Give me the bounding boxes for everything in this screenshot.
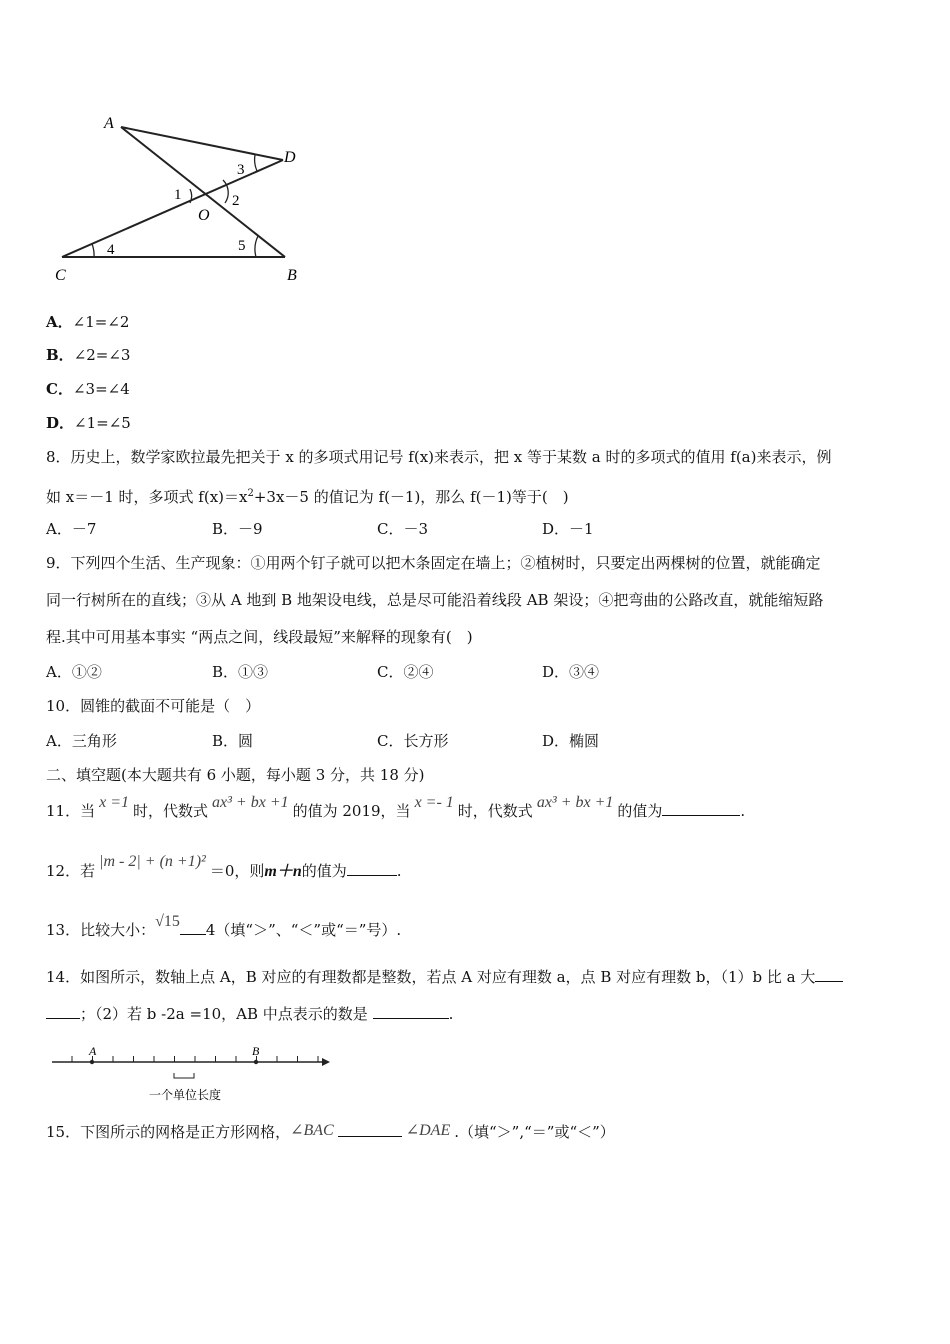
label-D: D: [284, 149, 296, 166]
q11-math-2: ax³ + bx +1: [212, 794, 289, 811]
geometry-figure: [50, 110, 320, 290]
q10-stem: 10．圆锥的截面不可能是（ ）: [46, 697, 261, 715]
point-A-label: A: [89, 1044, 97, 1058]
q9-option-b: B．①③: [212, 663, 269, 681]
q8-option-c: C．－3: [377, 520, 429, 538]
q9-stem-line3: 程.其中可用基本事实 “两点之间，线段最短”来解释的现象有( ): [46, 628, 473, 646]
section-2-heading: 二、填空题(本大题共有 6 小题，每小题 3 分，共 18 分): [46, 766, 425, 784]
q10-option-b: B．圆: [212, 732, 254, 750]
angle-label-1: 1: [174, 187, 182, 203]
q10-option-a: A．三角形: [46, 732, 117, 750]
q8-option-b: B．－9: [212, 520, 263, 538]
number-line-ticks: [72, 1056, 318, 1062]
label-C: C: [55, 267, 66, 284]
q9-option-d: D．③④: [542, 663, 600, 681]
q11-text-2: 时，代数式: [133, 802, 209, 820]
q15-math-1: ∠BAC: [290, 1122, 334, 1139]
angle-label-4: 4: [107, 242, 115, 258]
q8-stem-line2: [46, 484, 569, 507]
q14-line2-text-a: ；（2）若 b -2a =10，AB 中点表示的数是: [80, 1005, 368, 1023]
q7-option-d-text: ∠1=∠5: [74, 414, 131, 432]
q10-option-d: D．椭圆: [542, 732, 600, 750]
q8-stem-line2-b: +3x－5 的值记为 f(－1)，那么 f(－1)等于( ): [253, 488, 569, 506]
q14-answer-blank-2[interactable]: [373, 1004, 449, 1019]
q11-text-5: 的值为: [617, 802, 663, 820]
q11-text-1: 11．当: [46, 802, 96, 820]
q7-option-a-text: ∠1=∠2: [72, 313, 130, 331]
point-A: [90, 1060, 94, 1064]
q8-superscript: 2: [247, 488, 254, 499]
number-line-figure: [46, 1040, 336, 1110]
q7-option-a-label: A．: [46, 313, 73, 331]
q8-stem-line1: 8．历史上，数学家欧拉最先把关于 x 的多项式用记号 f(x)来表示，把 x 等于某数 a 时的多项式的值用 f(a)来表示，例: [46, 448, 832, 466]
label-B: B: [287, 267, 297, 284]
q11-math-1: x =1: [99, 794, 129, 811]
q12: [46, 853, 402, 882]
q8-stem-line2-a: 如 x＝－1 时，多项式 f(x)＝x: [46, 488, 248, 506]
q13-math-1: √15: [155, 913, 180, 930]
angle-label-5: 5: [238, 238, 246, 254]
q14-line1-text: 14．如图所示，数轴上点 A，B 对应的有理数都是整数，若点 A 对应有理数 a，点 B 对应有理数 b，（1）b 比 a 大: [46, 968, 816, 986]
q9-option-c: C．②④: [377, 663, 434, 681]
q15-answer-blank[interactable]: [338, 1122, 402, 1137]
q7-option-d-label: D．: [46, 414, 75, 432]
q15-text-2: .（填“＞”,“＝”或“＜”）: [454, 1123, 615, 1141]
q9-stem-line2: 同一行树所在的直线；③从 A 地到 B 地架设电线，总是尽可能沿着线段 AB 架设；④把弯曲的公路改直，就能缩短路: [46, 591, 824, 609]
q8-option-a: A．－7: [46, 520, 97, 538]
q7-option-b: [46, 345, 130, 365]
q12-math-1: |m - 2| + (n +1)²: [99, 853, 206, 870]
q12-text-1: 12．若: [46, 862, 96, 880]
q12-text-3: 的值为: [301, 862, 347, 880]
label-O: O: [198, 207, 210, 224]
q9-stem-line1: 9．下列四个生活、生产现象：①用两个钉子就可以把木条固定在墙上；②植树时，只要定出两棵树的位置，就能确定: [46, 554, 821, 572]
q12-text-2: ＝0，则: [209, 862, 265, 880]
number-line-arrow: [322, 1058, 330, 1066]
label-A: A: [104, 115, 114, 132]
q14-answer-blank-1-cont[interactable]: [46, 1004, 80, 1019]
q13: [46, 913, 402, 941]
q9-option-a: A．①②: [46, 663, 102, 681]
q8-option-d: D．－1: [542, 520, 594, 538]
angle-label-2: 2: [232, 193, 240, 209]
q11-math-4: ax³ + bx +1: [536, 794, 614, 811]
q7-option-c: [46, 379, 130, 399]
point-B-label: B: [252, 1044, 260, 1058]
q13-answer-blank[interactable]: [180, 920, 206, 935]
q14-line2: [46, 1004, 453, 1024]
q14-line1: [46, 967, 843, 987]
q11-text-6: .: [740, 802, 746, 820]
q12-text-4: .: [396, 862, 402, 880]
q13-text-1: 13．比较大小：: [46, 921, 156, 939]
q12-math-2: m＋n: [264, 863, 302, 880]
q11-text-4: 时，代数式: [457, 802, 533, 820]
q11-text-3: 的值为 2019，当: [292, 802, 411, 820]
q7-option-b-text: ∠2=∠3: [73, 346, 131, 364]
q7-option-c-label: C．: [46, 380, 73, 398]
q11-math-3: x =- 1: [414, 794, 454, 811]
q11: [46, 794, 746, 822]
q14-line2-text-b: .: [448, 1005, 454, 1023]
unit-length-bracket: [174, 1073, 194, 1078]
q10-option-c: C．长方形: [377, 732, 449, 750]
q11-answer-blank[interactable]: [662, 801, 740, 816]
q15-math-2: ∠DAE: [405, 1122, 451, 1139]
q15-text-1: 15．下图所示的网格是正方形网格，: [46, 1123, 291, 1141]
q12-answer-blank[interactable]: [347, 861, 397, 876]
q7-option-d: [46, 413, 131, 433]
q15: [46, 1122, 615, 1143]
unit-length-caption: 一个单位长度: [149, 1088, 222, 1102]
q14-answer-blank-1[interactable]: [815, 967, 843, 982]
q13-text-2: 4（填“＞”、“＜”或“＝”号）.: [205, 921, 402, 939]
angle-label-3: 3: [237, 162, 245, 178]
q7-option-c-text: ∠3=∠4: [72, 380, 130, 398]
point-B: [254, 1060, 258, 1064]
q7-option-a: [46, 312, 129, 332]
q7-option-b-label: B．: [46, 346, 74, 364]
